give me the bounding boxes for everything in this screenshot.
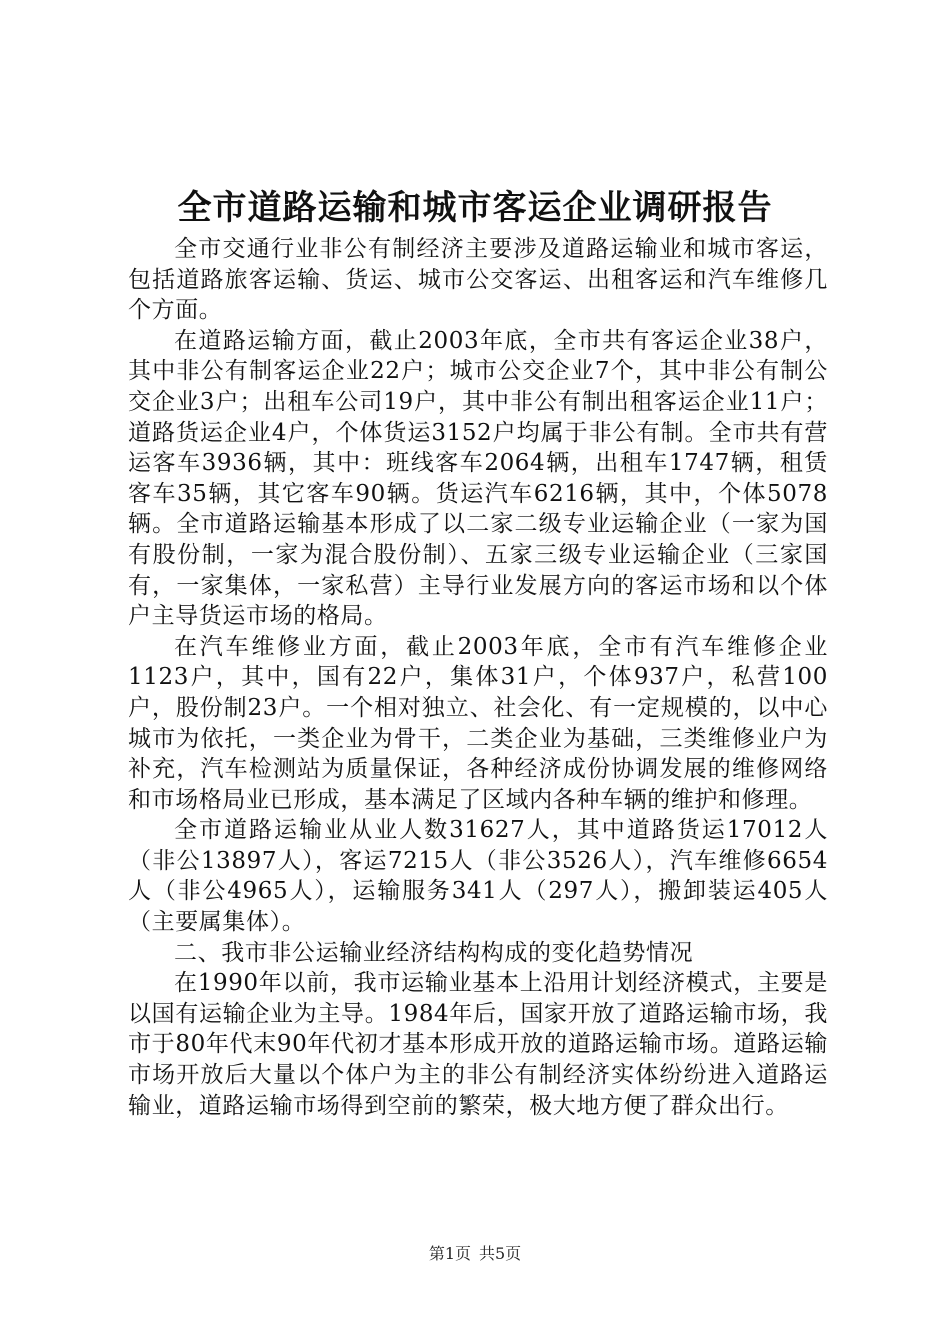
page-number: 第1页 [428, 1244, 471, 1263]
document-body [128, 234, 828, 1121]
document-title: 全市道路运输和城市客运企业调研报告 [177, 188, 773, 228]
page-total: 共5页 [479, 1244, 522, 1263]
paragraph-intro: 全市交通行业非公有制经济主要涉及道路运输业和城市客运，包括道路旅客运输、货运、城市公交客运、出租客运和汽车维修几个方面。 [128, 236, 828, 324]
paragraph-employment: 全市道路运输业从业人数31627人，其中道路货运17012人（非公13897人），客运7215人（非公3526人），汽车维修6654人（非公4965人），运输服务341人（297人），搬卸装运405人（主要属集体）。 [128, 817, 828, 936]
page-footer [0, 1243, 950, 1265]
paragraph-road-transport: 在道路运输方面，截止2003年底，全市共有客运企业38户，其中非公有制客运企业22户；城市公交企业7个，其中非公有制公交企业3户；出租车公司19户，其中非公有制出租客运企业11户；道路货运企业4户，个体货运3152户均属于非公有制。全市共有营运客车3936辆，其中：班线客车2064辆，出租车1747辆，租赁客车35辆，其它客车90辆。货运汽车6216辆，其中，个体5078辆。全市道路运输基本形成了以二家二级专业运输企业（一家为国有股份制，一家为混合股份制）、五家三级专业运输企业（三家国有，一家集体，一家私营）主导行业发展方向的客运市场和以个体户主导货运市场的格局。 [128, 327, 828, 630]
paragraph-vehicle-repair: 在汽车维修业方面，截止2003年底，全市有汽车维修企业1123户，其中，国有22户，集体31户，个体937户，私营100户，股份制23户。一个相对独立、社会化、有一定规模的，以中心城市为依托，一类企业为骨干，二类企业为基础，三类维修业户为补充，汽车检测站为质量保证，各种经济成份协调发展的维修网络和市场格局业已形成，基本满足了区域内各种车辆的维护和修理。 [128, 633, 828, 813]
section-heading-trends: 二、我市非公运输业经济结构构成的变化趋势情况 [174, 939, 694, 966]
paragraph-history: 在1990年以前，我市运输业基本上沿用计划经济模式，主要是以国有运输企业为主导。1984年后，国家开放了道路运输市场，我市于80年代末90年代初才基本形成开放的道路运输市场。道路运输市场开放后大量以个体户为主的非公有制经济实体纷纷进入道路运输业，道路运输市场得到空前的繁荣，极大地方便了群众出行。 [128, 970, 828, 1119]
